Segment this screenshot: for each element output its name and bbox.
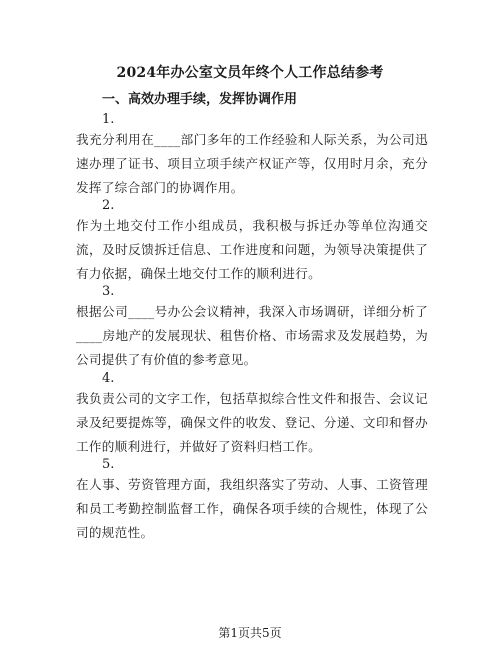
item-number: 3. xyxy=(102,284,115,299)
item-paragraph: 作为土地交付工作小组成员，我积极与拆迁办等单位沟通交流，及时反馈拆迁信息、工作进度和问题，为领导决策提供了有力依据，确保土地交付工作的顺利进行。 xyxy=(76,218,428,281)
section-heading: 一、高效办理手续，发挥协调作用 xyxy=(102,92,298,107)
item-number: 2. xyxy=(102,198,115,213)
document-title: 2024年办公室文员年终个人工作总结参考 xyxy=(116,65,384,81)
item-paragraph: 我负责公司的文字工作，包括草拟综合性文件和报告、会议记录及纪要提炼等，确保文件的收发、登记、分递、文印和督办工作的顺利进行，并做好了资料归档工作。 xyxy=(76,391,428,454)
item-number: 5. xyxy=(102,457,115,472)
item-paragraph: 在人事、劳资管理方面，我组织落实了劳动、人事、工资管理和员工考勤控制监督工作，确保各项手续的合规性，体现了公司的规范性。 xyxy=(76,477,428,540)
page-footer: 第1页共5页 xyxy=(218,626,282,640)
item-paragraph: 根据公司____号办公会议精神，我深入市场调研，详细分析了____房地产的发展现状、租售价格、市场需求及发展趋势，为公司提供了有价值的参考意见。 xyxy=(76,304,428,367)
item-paragraph: 我充分利用在____部门多年的工作经验和人际关系，为公司迅速办理了证书、项目立项手续产权证产等，仅用时月余，充分发挥了综合部门的协调作用。 xyxy=(76,132,428,195)
item-number: 4. xyxy=(102,371,115,386)
item-number: 1. xyxy=(102,112,115,127)
